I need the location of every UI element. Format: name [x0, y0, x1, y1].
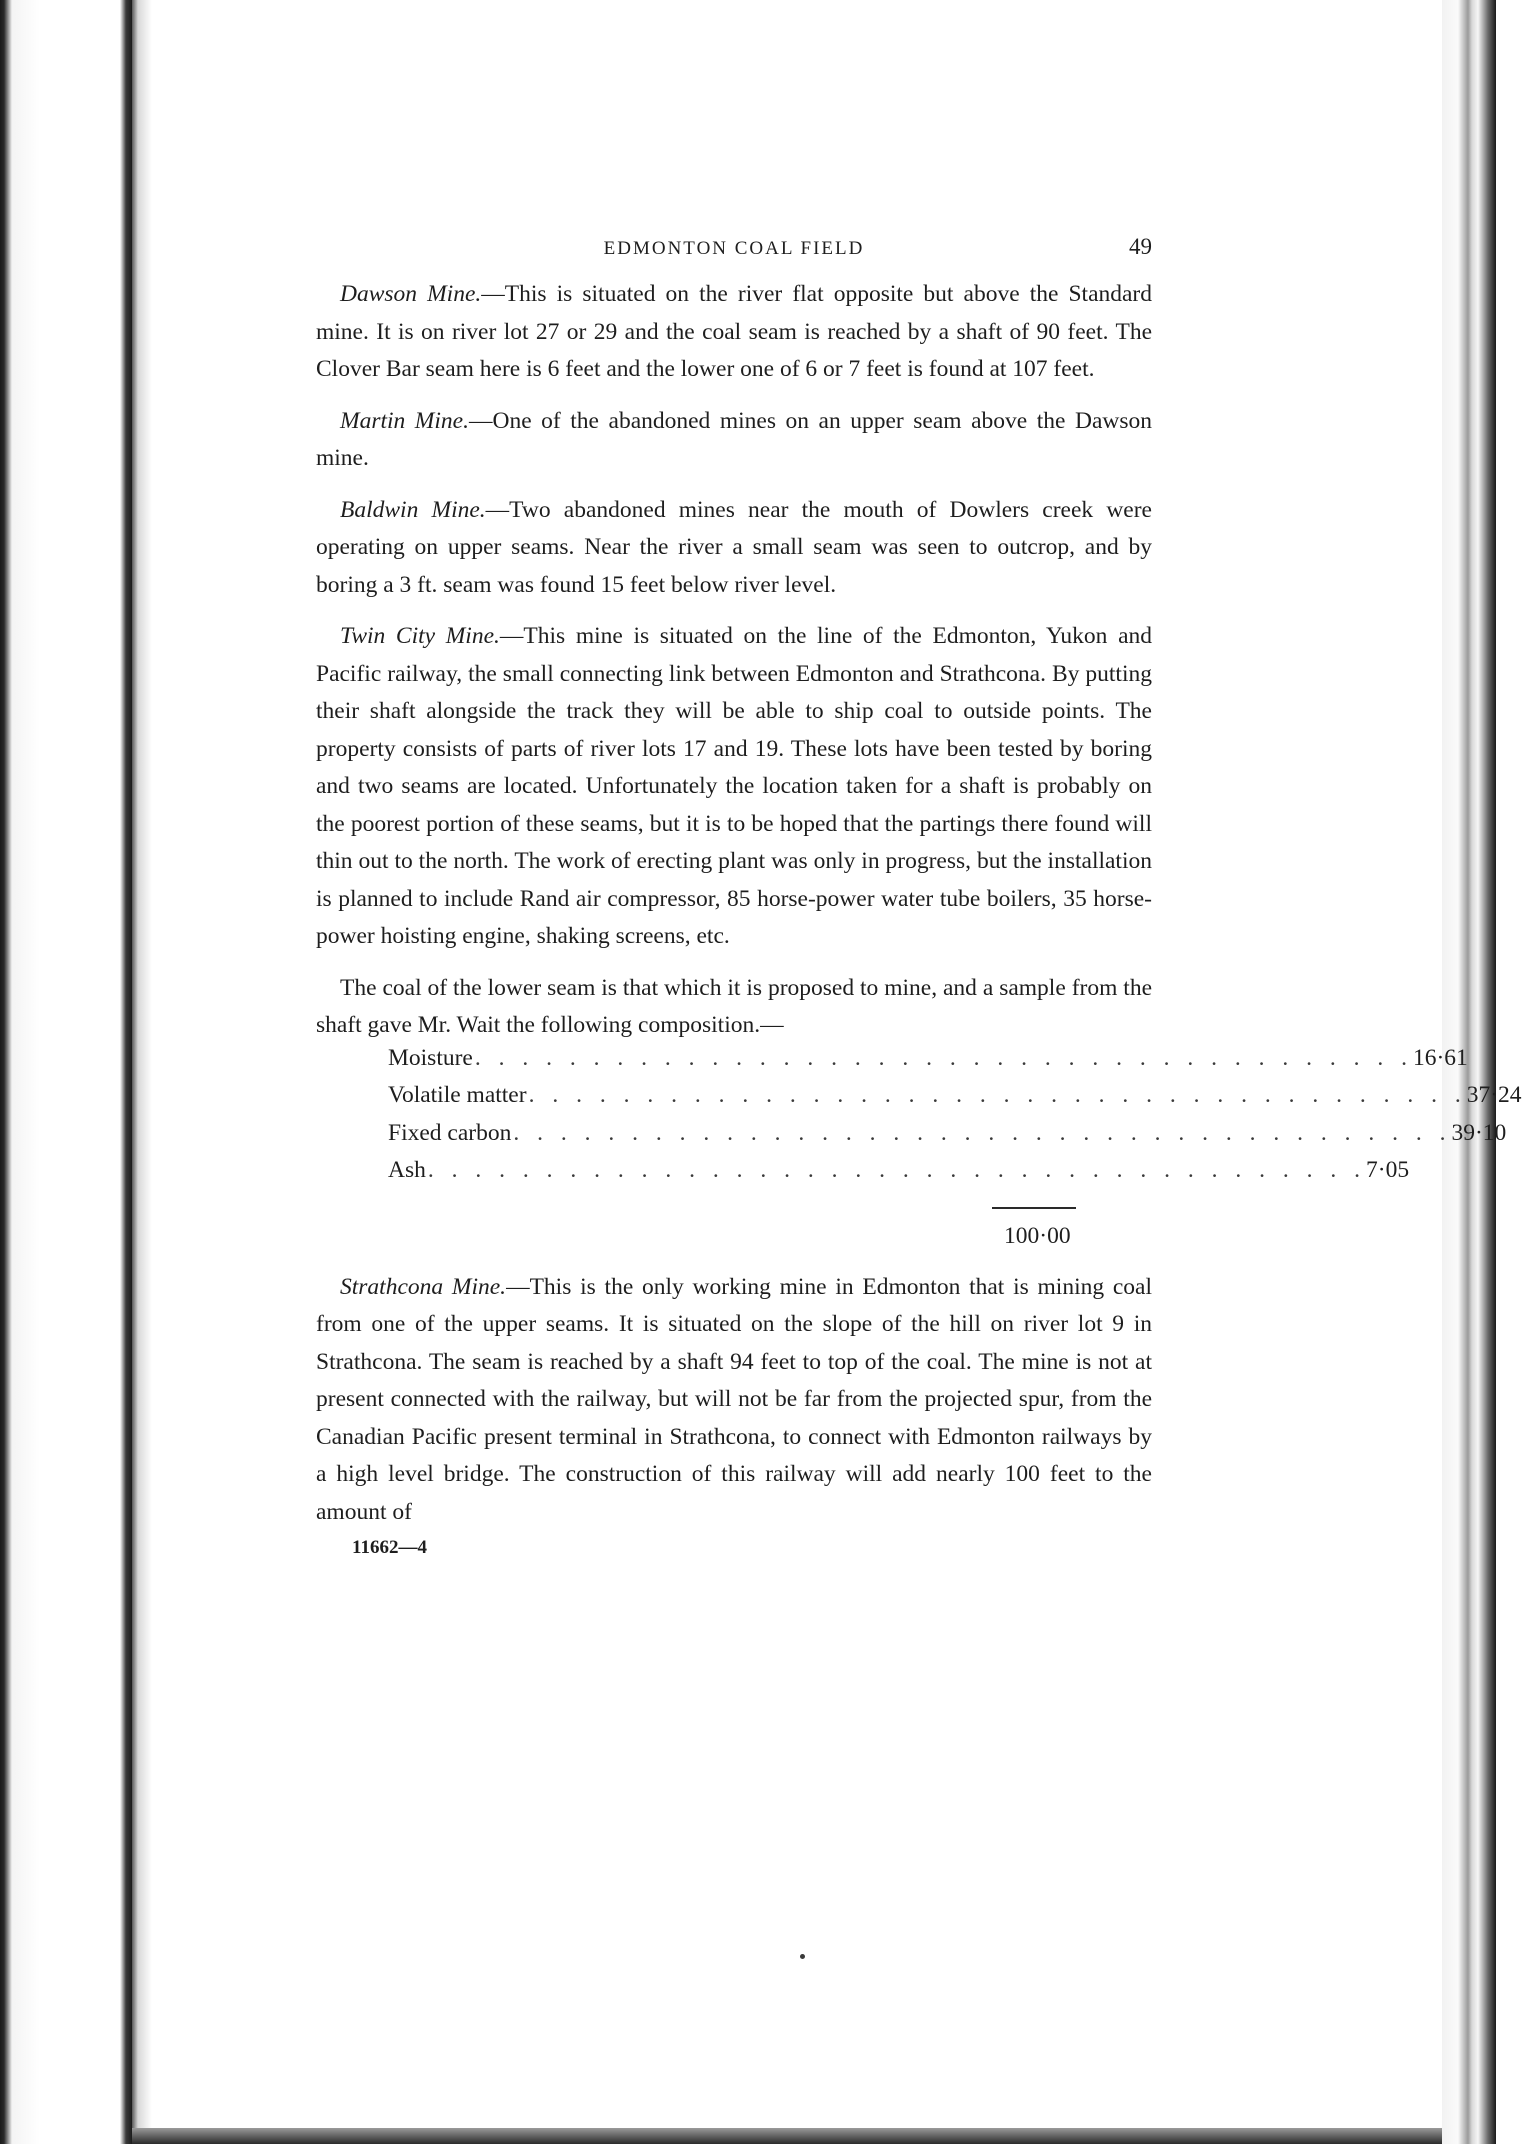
composition-total: 100·00 — [1004, 1222, 1071, 1249]
dot-leader: . . . . . . . . . . . . . . . . . . . . . . . . . . . . . . . . . . . . . . . . — [513, 1119, 1452, 1146]
paragraph-martin-mine — [316, 403, 1152, 478]
composition-value: 16·61 — [1412, 1044, 1468, 1071]
paragraph-text: —This mine is situated on the line of the Edmonton, Yukon and Pacific railway, the small connecting link between Edmonton and Strathcona. By putting their shaft alongside the track they will be able to ship coal to outside points. The property consists of parts of river lots 17 and 19. These lots have been tested by boring and two seams are located. Unfortunately the location taken for a shaft is probably on the poorest portion of these seams, but it is to be hoped that the partings there found will thin out to the north. The work of erecting plant was only in progress, but the installation is planned to include Rand air compressor, 85 horse-power water tube boilers, 35 horse-power hoisting engine, shaking screens, etc. — [316, 623, 1152, 949]
speck-mark — [800, 1954, 805, 1959]
paragraph-text: —This is situated on the river flat opposite but above the Standard mine. It is on river lot 27 or 29 and the coal seam is reached by a shaft of 90 feet. The Clover Bar seam here is 6 feet and the lower one of 6 or 7 feet is found at 107 feet. — [316, 281, 1153, 382]
composition-row — [388, 1119, 1507, 1158]
scan-bottom-edge — [132, 2128, 1442, 2144]
scan-binding-shadow — [132, 0, 164, 2144]
paragraph-text: —This is the only working mine in Edmonton that is mining coal from one of the upper seams. It is situated on the slope of the hill on river lot 9 in Strathcona. The seam is reached by a shaft 94 feet to top of the coal. The mine is not at present connected with the railway, but will not be far from the projected spur, from the Canadian Pacific present terminal in Strathcona, to connect with Edmonton railways by a high level bridge. The construction of this railway will add nearly 100 feet to the amount of — [316, 1273, 1153, 1525]
composition-value: 37·24 — [1466, 1082, 1522, 1108]
running-title: EDMONTON COAL FIELD — [603, 238, 865, 259]
composition-row — [388, 1157, 1410, 1195]
composition-label: Ash — [388, 1157, 426, 1183]
mine-name: Dawson Mine. — [340, 281, 482, 307]
mine-name: Twin City Mine. — [340, 623, 500, 649]
paragraph-text: —One of the abandoned mines on an upper seam above the Dawson mine. — [316, 407, 1152, 471]
mine-name: Martin Mine. — [340, 407, 469, 434]
dot-leader: . . . . . . . . . . . . . . . . . . . . . . . . . . . . . . . . . . . . . . . . — [528, 1082, 1467, 1108]
mine-name: Baldwin Mine. — [340, 496, 486, 523]
paragraph-strathcona-mine — [316, 1269, 1152, 1532]
total-rule — [992, 1207, 1076, 1209]
paragraph-baldwin-mine — [316, 492, 1152, 605]
paragraph-dawson-mine — [316, 276, 1152, 389]
paragraph-text: The coal of the lower seam is that which it is proposed to mine, and a sample from the shaft gave Mr. Wait the following composition.— — [316, 974, 1152, 1038]
paragraph-text: —Two abandoned mines near the mouth of Dowlers creek were operating on upper seams. Near the river a small seam was seen to outcrop, and by boring a 3 ft. seam was found 15 feet below river level. — [316, 496, 1152, 598]
dot-leader: . . . . . . . . . . . . . . . . . . . . . . . . . . . . . . . . . . . . . . . . — [427, 1157, 1366, 1183]
composition-value: 39·10 — [1451, 1119, 1507, 1146]
scan-right-edge — [1442, 0, 1496, 2144]
book-page — [316, 230, 1522, 1559]
paragraph-twin-city-mine — [316, 618, 1152, 956]
composition-row — [388, 1044, 1468, 1083]
page-number: 49 — [1129, 234, 1152, 259]
composition-label: Fixed carbon — [388, 1119, 512, 1146]
printer-signature: 11662—4 — [352, 1537, 427, 1558]
composition-label: Volatile matter — [388, 1082, 527, 1108]
running-head — [316, 230, 1152, 264]
dot-leader: . . . . . . . . . . . . . . . . . . . . . . . . . . . . . . . . . . . . . . . . — [474, 1044, 1413, 1071]
scan-left-edge — [0, 0, 132, 2144]
composition-label: Moisture — [388, 1044, 473, 1071]
composition-table — [388, 1044, 1522, 1195]
paragraph-composition-intro — [316, 970, 1152, 1045]
composition-row — [388, 1082, 1522, 1120]
mine-name: Strathcona Mine. — [340, 1273, 507, 1300]
composition-value: 7·05 — [1366, 1157, 1410, 1183]
